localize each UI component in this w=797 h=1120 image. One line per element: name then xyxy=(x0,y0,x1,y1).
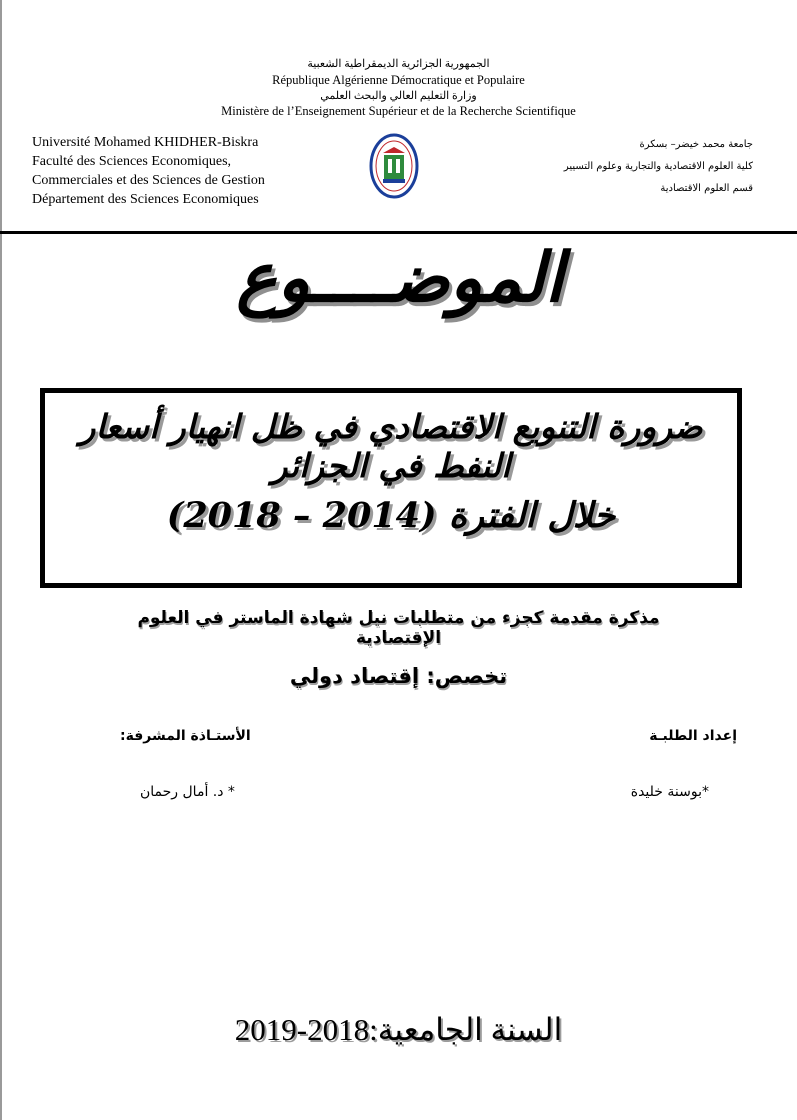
students-label: إعداد الطلبـة xyxy=(649,728,737,744)
faculty-name-ar: كلية العلوم الاقتصادية والتجارية وعلوم التسيير xyxy=(563,161,753,172)
topic-box xyxy=(40,388,742,588)
university-logo-icon xyxy=(369,133,419,199)
student-name: *بوسنة خليدة xyxy=(630,784,709,800)
page-edge xyxy=(0,0,2,1120)
faculty-name-fr: Faculté des Sciences Economiques, xyxy=(32,154,232,169)
university-name-fr: Université Mohamed KHIDHER-Biskra xyxy=(32,135,259,150)
memo-description: مذكرة مقدمة كجزء من متطلبات نيل شهادة الماستر في العلوم الإقتصادية xyxy=(137,608,660,648)
header-divider xyxy=(0,231,797,234)
university-name-ar: جامعة محمد خيضر– بسكرة xyxy=(639,139,753,150)
ministry-arabic: وزارة التعليم العالي والبحث العلمي xyxy=(320,90,477,102)
department-name-fr: Département des Sciences Economiques xyxy=(32,192,259,207)
university-french-block xyxy=(32,133,265,209)
academic-year: السنة الجامعية:2018-2019 xyxy=(234,1012,563,1047)
page-title: الموضــــوع xyxy=(236,238,564,318)
republic-arabic: الجمهورية الجزائرية الديمقراطية الشعبية xyxy=(307,58,490,70)
republic-french: République Algérienne Démocratique et Populaire xyxy=(272,73,525,87)
topic-title-line1: ضرورة التنويع الاقتصادي في ظل انهيار أسعار النفط في الجزائر xyxy=(79,407,703,485)
supervisor-name: * د. أمال رحمان xyxy=(140,784,235,800)
ministry-french: Ministère de l’Enseignement Supérieur et de la Recherche Scientifique xyxy=(221,104,576,118)
topic-title-line2: خلال الفترة (2014 – 2018) xyxy=(166,495,616,536)
university-arabic-block xyxy=(493,134,753,200)
department-name-ar: قسم العلوم الاقتصادية xyxy=(660,183,753,194)
specialty: تخصص: إقتصاد دولي xyxy=(289,664,508,688)
faculty-name-fr-cont: Commerciales et des Sciences de Gestion xyxy=(32,173,265,188)
supervisor-label: الأستـاذة المشرفة: xyxy=(120,728,251,744)
